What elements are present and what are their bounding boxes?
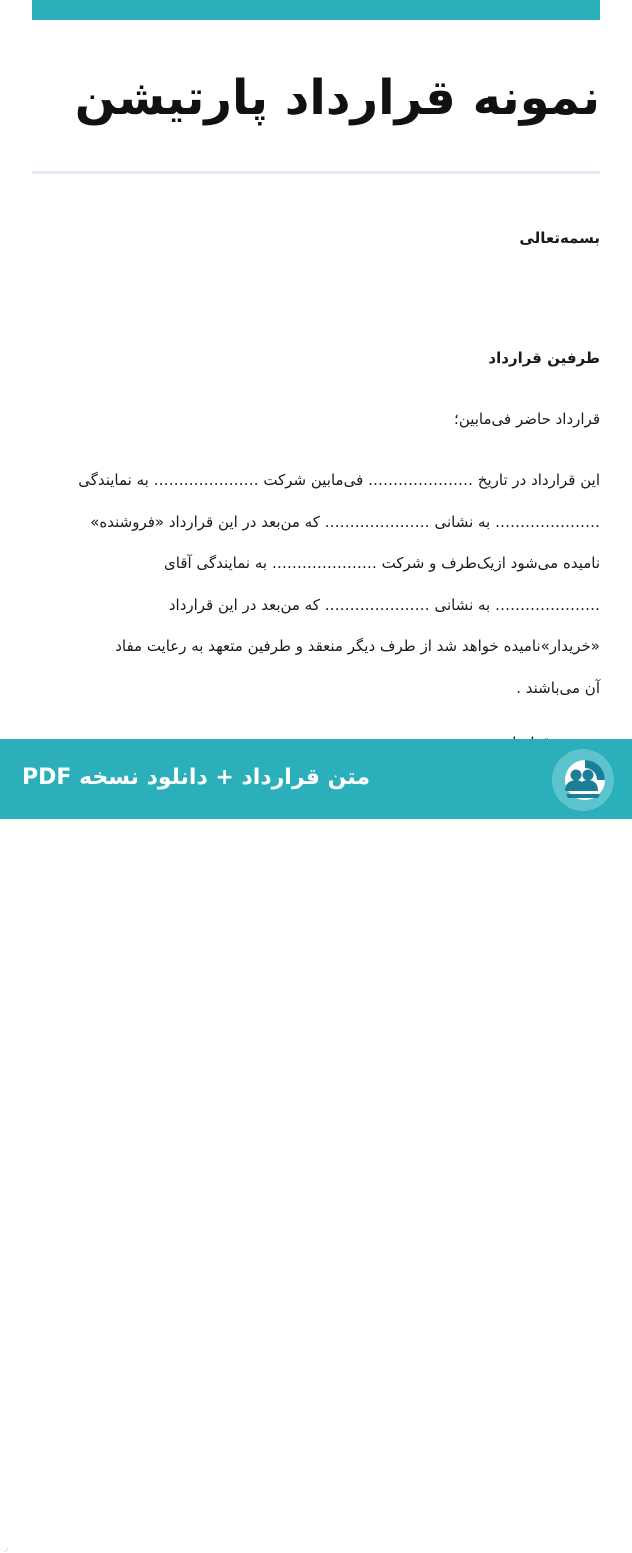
users-icon [552, 749, 614, 811]
paragraph-line: آن می‌باشند . [516, 678, 600, 697]
paragraph-line: نامیده می‌شود ازیک‌طرف و شرکت ………………… به نمایندگی آقای [164, 554, 600, 572]
paragraph-line: این قرارداد در تاریخ ………………… فی‌مابین شرکت ………………… به نمایندگی [78, 471, 600, 489]
intro-text: قرارداد حاضر فی‌مابین؛ [454, 410, 600, 428]
paragraph-line: «خریدار»نامیده خواهد شد از طرف دیگر منعقد و طرفین متعهد به رعایت مفاد [115, 637, 600, 655]
page-title: نمونه قرارداد پارتیشن [74, 70, 600, 126]
contract-paragraph [32, 460, 600, 709]
corner-mark: ر [4, 1543, 9, 1553]
download-banner[interactable] [0, 739, 632, 1553]
title-divider [32, 171, 600, 174]
paragraph-line: ………………… به نشانی ………………… که من‌بعد در این قرارداد [168, 595, 600, 614]
top-accent-bar [32, 0, 600, 20]
bismillah-heading: بسمه‌تعالی [519, 229, 600, 247]
paragraph-line: ………………… به نشانی ………………… که من‌بعد در این قرارداد «فروشنده» [90, 512, 600, 531]
download-banner-text[interactable]: متن قرارداد + دانلود نسخه PDF [22, 765, 370, 790]
parties-heading: طرفین قرارداد [488, 349, 600, 367]
